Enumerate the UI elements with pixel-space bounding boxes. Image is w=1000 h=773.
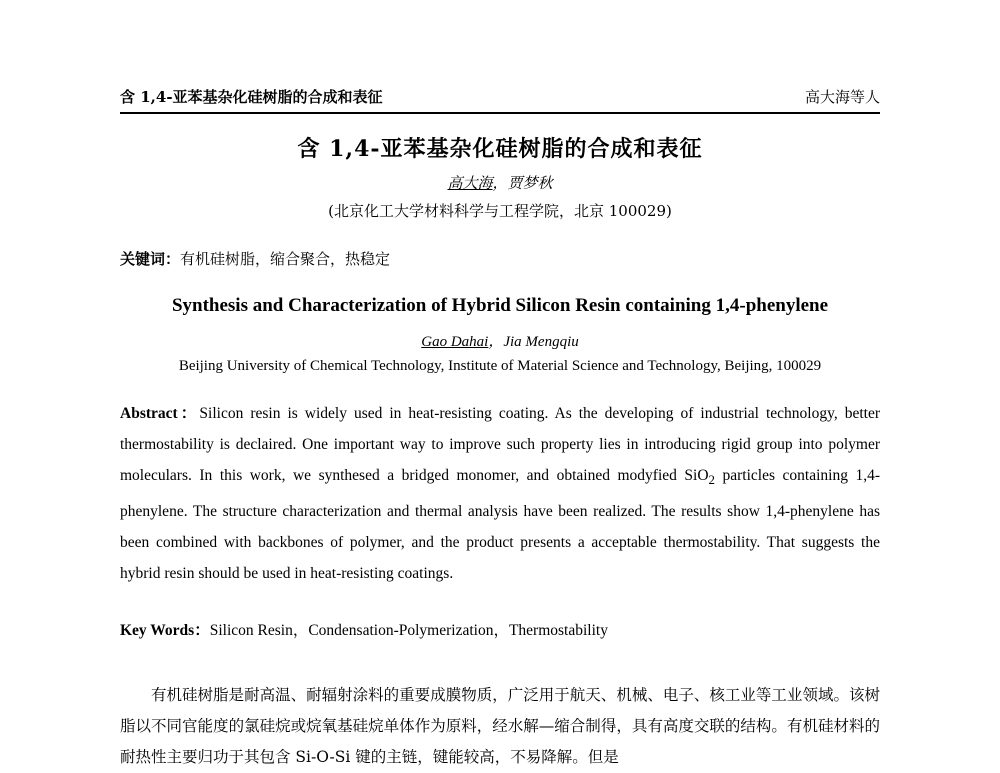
english-author-1: Gao Dahai <box>421 334 489 350</box>
abstract <box>120 398 880 589</box>
abstract-colon: ： <box>177 405 200 422</box>
chinese-title: 含 1,4-亚苯基杂化硅树脂的合成和表征 <box>297 136 703 162</box>
running-header-title: 含 1,4-亚苯基杂化硅树脂的合成和表征 <box>120 88 383 106</box>
english-keywords <box>120 618 880 640</box>
body-paragraph: 有机硅树脂是耐高温、耐辐射涂料的重要成膜物质，广泛用于航天、机械、电子、核工业等工业领域。该树脂以不同官能度的氯硅烷或烷氧基硅烷单体作为原料，经水解—缩合制得，具有高度交联的结构。有机硅材料的耐热性主要归功于其包含 Si-O-Si 键的主链，键能较高，不易降解。但是 <box>120 686 880 766</box>
chinese-affiliation: (北京化工大学材料科学与工程学院，北京 100029) <box>328 202 672 220</box>
chinese-authors <box>120 172 880 193</box>
abstract-text-part1: Silicon resin is widely used in heat-resisting coating. As the developing of industrial technology, better thermostability is declaired. One important way to improve such property lies in introducing rigid group into polymer moleculars. In this work, we synthesed a bridged monomer, and obtained modyfied SiO <box>120 405 880 485</box>
chinese-keywords-label: 关键词： <box>120 250 181 268</box>
english-author-2: Jia Mengqiu <box>503 334 579 350</box>
english-title: Synthesis and Characterization of Hybrid Silicon Resin containing 1,4-phenylene <box>171 295 829 316</box>
chinese-keywords <box>120 248 390 269</box>
abstract-subscript: 2 <box>708 472 715 488</box>
english-keywords-colon: ： <box>194 622 210 639</box>
english-affiliation: Beijing University of Chemical Technology, Institute of Material Science and Technology, Beijing, 100029 <box>178 358 822 374</box>
chinese-keywords-text: 有机硅树脂，缩合聚合，热稳定 <box>180 250 391 268</box>
running-header-authors: 高大海等人 <box>804 88 880 106</box>
english-keywords-label: Key Words <box>120 622 195 639</box>
running-header <box>120 84 880 114</box>
english-author-separator: ， <box>488 334 504 350</box>
english-keywords-text: Silicon Resin，Condensation-Polymerization，Thermostability <box>209 622 608 639</box>
abstract-label: Abstract <box>120 405 178 422</box>
english-authors <box>120 330 880 351</box>
abstract-text-part2: particles containing 1,4-phenylene. The structure characterization and thermal analysis have been realized. The results show 1,4-phenylene has been combined with backbones of polymer, and the product presents a acceptable thermostability. That suggests the hybrid resin should be used in heat-resisting coatings. <box>120 467 880 583</box>
author-separator: ， <box>492 174 508 192</box>
chinese-author-1: 高大海 <box>447 174 493 192</box>
chinese-author-2: 贾梦秋 <box>507 174 553 192</box>
